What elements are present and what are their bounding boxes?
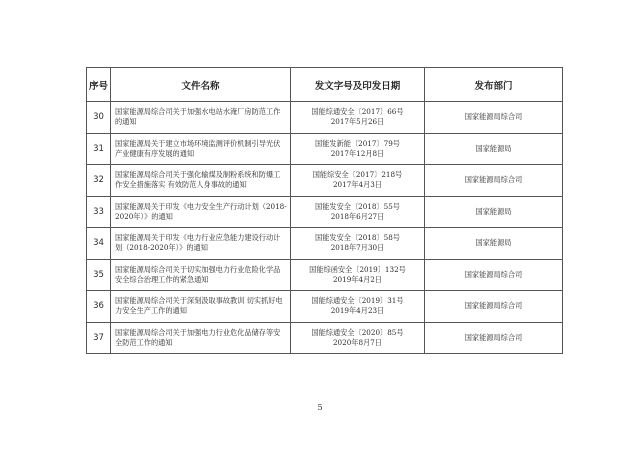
row-docno-number: 国能发新能〔2017〕79号: [315, 138, 400, 148]
row-dept: 国家能源局综合司: [425, 259, 563, 291]
row-docno-date: 2017年5月26日: [330, 117, 385, 127]
row-title: 国家能源局关于印发《电力行业应急能力建设行动计划（2018-2020年）》的通知: [111, 228, 291, 260]
row-seq: 31: [87, 133, 111, 165]
header-seq: 序号: [87, 68, 111, 102]
table-header-row: [87, 68, 563, 102]
row-seq: 35: [87, 259, 111, 291]
row-seq: 37: [87, 322, 111, 354]
row-docno-date: 2020年8月7日: [332, 337, 382, 347]
row-title: 国家能源局综合司关于切实加强电力行业危险化学品安全综合治理工作的紧急通知: [111, 259, 291, 291]
row-title: 国家能源局关于印发《电力安全生产行动计划（2018-2020年）》的通知: [111, 196, 291, 228]
header-title: 文件名称: [111, 68, 291, 102]
row-seq: 30: [87, 102, 111, 134]
row-docno-number: 国能综通安全〔2017〕66号: [311, 107, 404, 117]
row-docno: [291, 259, 425, 291]
row-docno-date: 2018年7月30日: [330, 243, 385, 253]
row-docno-date: 2017年12月8日: [330, 148, 385, 158]
table-row: [87, 291, 563, 323]
row-title: 国家能源局综合司关于加强水电站水淹厂房防范工作的通知: [111, 102, 291, 134]
table-row: [87, 102, 563, 134]
row-docno-number: 国能综通安全〔2020〕85号: [311, 327, 404, 337]
row-docno-number: 国能综函安全〔2019〕132号: [309, 264, 406, 274]
row-title: 国家能源局综合司关于强化输煤及制粉系统和防爆工作安全措施落实 有效防范人身事故的通知: [111, 165, 291, 197]
row-dept: 国家能源局综合司: [425, 322, 563, 354]
table-row: [87, 133, 563, 165]
table-row: [87, 259, 563, 291]
row-dept: 国家能源局: [425, 133, 563, 165]
row-seq: 36: [87, 291, 111, 323]
header-docno: 发文字号及印发日期: [291, 68, 425, 102]
row-docno-date: 2019年4月23日: [330, 306, 385, 316]
row-docno-number: 国能发安全〔2018〕58号: [315, 233, 400, 243]
table-row: [87, 228, 563, 260]
table-row: [87, 196, 563, 228]
row-docno: [291, 102, 425, 134]
row-docno-date: 2018年6月27日: [330, 211, 385, 221]
row-seq: 33: [87, 196, 111, 228]
table-row: [87, 322, 563, 354]
header-dept: 发布部门: [425, 68, 563, 102]
row-dept: 国家能源局综合司: [425, 102, 563, 134]
row-seq: 32: [87, 165, 111, 197]
row-dept: 国家能源局: [425, 228, 563, 260]
row-docno-number: 国能综安全〔2017〕218号: [312, 170, 403, 180]
row-docno: [291, 291, 425, 323]
row-docno: [291, 228, 425, 260]
row-docno-date: 2019年4月2日: [332, 274, 382, 284]
document-table: [86, 67, 563, 354]
row-seq: 34: [87, 228, 111, 260]
row-docno: [291, 322, 425, 354]
row-docno-number: 国能综通安全〔2019〕31号: [311, 296, 404, 306]
page-number: 5: [317, 403, 323, 412]
row-docno: [291, 133, 425, 165]
row-dept: 国家能源局: [425, 196, 563, 228]
row-title: 国家能源局综合司关于加强电力行业危化品储存等安全防范工作的通知: [111, 322, 291, 354]
row-title: 国家能源局关于建立市场环境监测评价机制引导光伏产业健康有序发展的通知: [111, 133, 291, 165]
row-docno: [291, 196, 425, 228]
row-docno-number: 国能发安全〔2018〕55号: [315, 201, 400, 211]
row-docno: [291, 165, 425, 197]
row-dept: 国家能源局综合司: [425, 165, 563, 197]
row-dept: 国家能源局综合司: [425, 291, 563, 323]
row-title: 国家能源局综合司关于深刻汲取事故教训 切实抓好电力安全生产工作的通知: [111, 291, 291, 323]
table-row: [87, 165, 563, 197]
row-docno-date: 2017年4月3日: [332, 180, 382, 190]
